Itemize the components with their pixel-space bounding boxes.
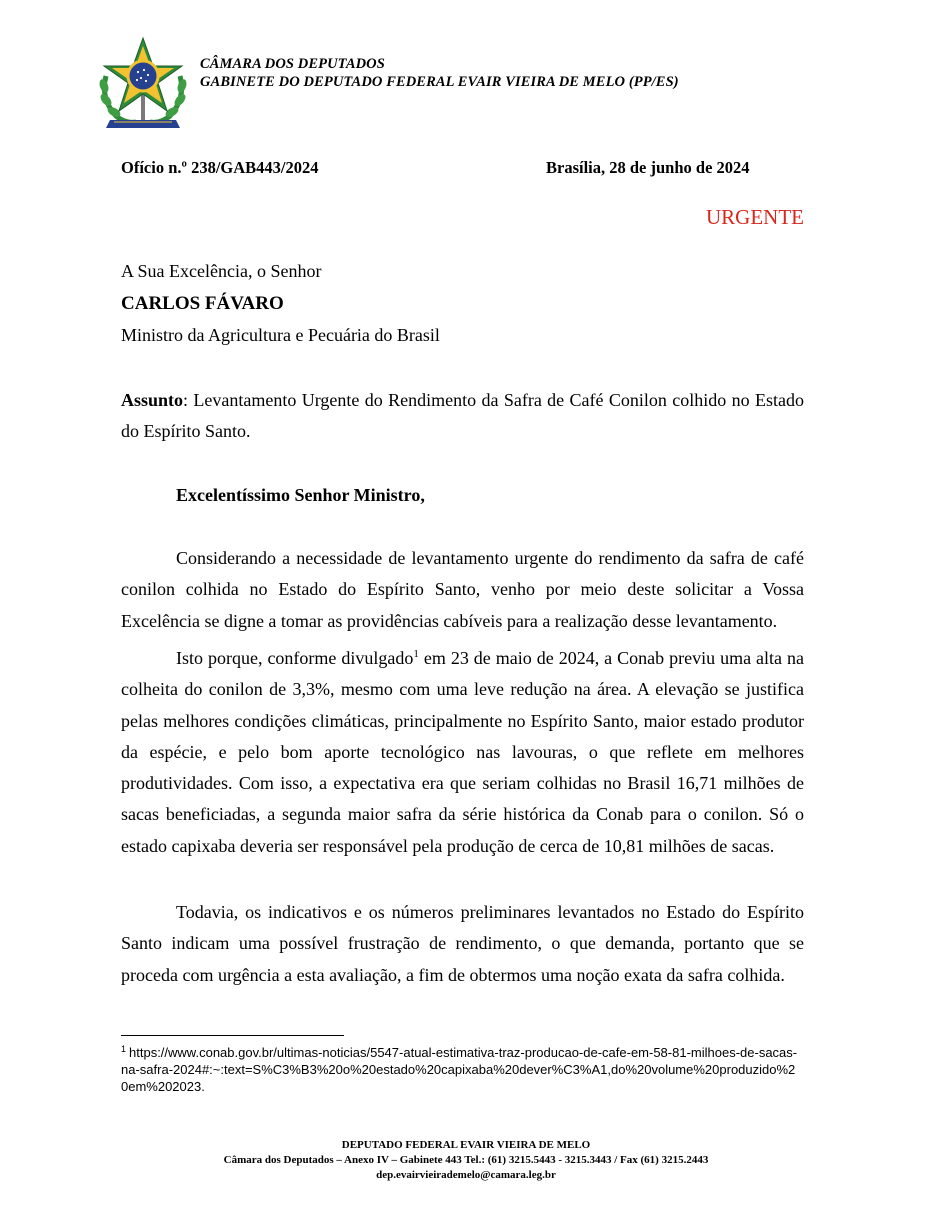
- coat-of-arms-emblem: [96, 36, 190, 132]
- addressee-name: CARLOS FÁVARO: [121, 293, 284, 314]
- letter-date: Brasília, 28 de junho de 2024: [546, 158, 750, 177]
- footnote-number: 1: [121, 1043, 127, 1054]
- footnote: [121, 1044, 801, 1095]
- footer-address: Câmara dos Deputados – Anexo IV – Gabinete 443 Tel.: (61) 3215.5443 - 3215.3443 / Fax (61) 3215.2443: [223, 1154, 709, 1166]
- urgent-label: URGENTE: [706, 205, 804, 229]
- footnote-divider: [121, 1035, 344, 1036]
- footnote-reference: 1: [413, 648, 419, 660]
- footnote-url: https://www.conab.gov.br/ultimas-noticias/5547-atual-estimativa-traz-producao-de-cafe-em-58-81-milhoes-de-sacas-na-safra-2024#:~:text=S%C3%B3%20o%20estado%20capixaba%20dever%C3%A1,do%20volume%20produzido%20em%202023.: [121, 1045, 798, 1094]
- letterhead-chamber: CÂMARA DOS DEPUTADOS: [200, 56, 385, 72]
- body-paragraph-2: [121, 643, 804, 862]
- paragraph-2-rest: em 23 de maio de 2024, a Conab previu uma alta na colheita do conilon de 3,3%, mesmo com uma leve redução na área. A elevação se justifica pelas melhores condições climáticas, principalmente no Espírito Santo, maior estado produtor da espécie, e pelo bom aporte tecnológico nas lavouras, o que reflete em melhores produtividades. Com isso, a expectativa era que seriam colhidas no Brasil 16,71 milhões de sacas beneficiadas, a segunda maior safra da série histórica da Conab para o conilon. Só o estado capixaba deveria ser responsável pela produção de cerca de 10,81 milhões de sacas.: [121, 648, 804, 856]
- body-paragraph-1: Considerando a necessidade de levantamento urgente do rendimento da safra de café conilon colhida no Estado do Espírito Santo, venho por meio deste solicitar a Vossa Excelência se digne a tomar as providências cabíveis para a realização desse levantamento.: [121, 548, 804, 631]
- paragraph-2-start: Isto porque, conforme divulgado: [176, 648, 414, 668]
- footer-email: dep.evairvieirademelo@camara.leg.br: [376, 1169, 556, 1181]
- letterhead: [200, 55, 679, 91]
- subject-label: Assunto: [121, 390, 184, 410]
- oficio-number: Ofício n.º 238/GAB443/2024: [121, 158, 319, 177]
- letter-footer: [0, 1138, 932, 1183]
- addressee-role: Ministro da Agricultura e Pecuária do Brasil: [121, 325, 440, 345]
- addressee-salutation: A Sua Excelência, o Senhor: [121, 261, 322, 281]
- body-paragraph-3: Todavia, os indicativos e os números preliminares levantados no Estado do Espírito Santo indicam uma possível frustração de rendimento, o que demanda, portanto que se proceda com urgência a esta avaliação, a fim de obtermos uma noção exata da safra colhida.: [121, 902, 804, 985]
- footer-deputy: DEPUTADO FEDERAL EVAIR VIEIRA DE MELO: [341, 1139, 591, 1151]
- letterhead-office: GABINETE DO DEPUTADO FEDERAL EVAIR VIEIRA DE MELO (PP/ES): [200, 74, 679, 90]
- subject-line: [121, 385, 804, 448]
- greeting: Excelentíssimo Senhor Ministro,: [176, 485, 425, 505]
- subject-text: : Levantamento Urgente do Rendimento da Safra de Café Conilon colhido no Estado do Espírito Santo.: [121, 390, 804, 442]
